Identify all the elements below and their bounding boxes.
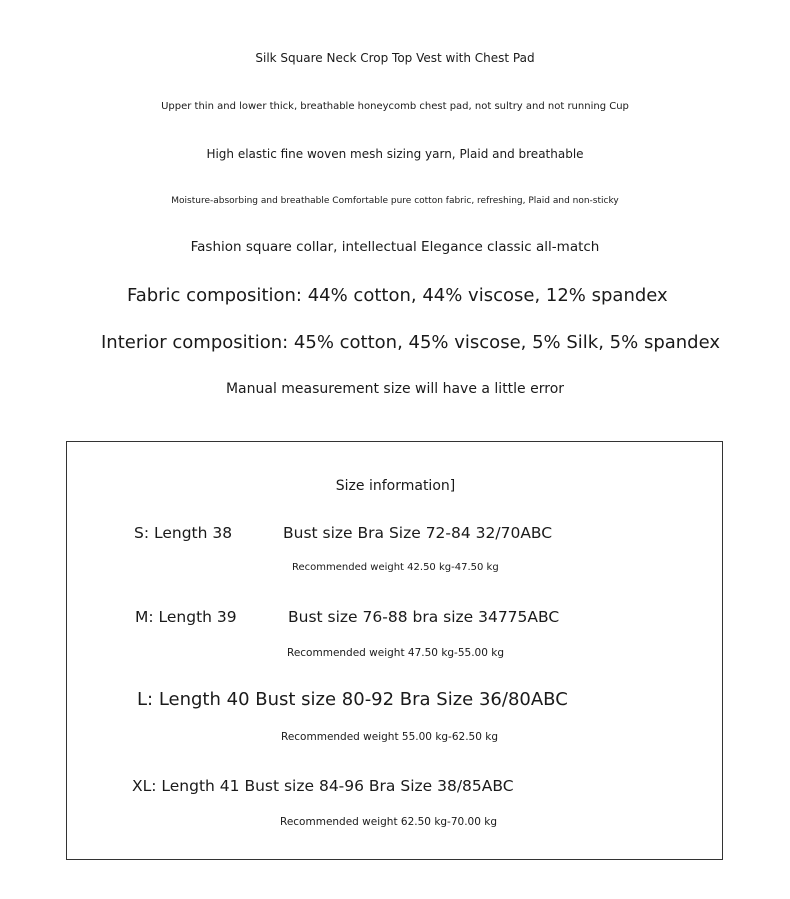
measurement-note: Manual measurement size will have a little error (225, 381, 565, 397)
interior-composition: Interior composition: 45% cotton, 45% viscose, 5% Silk, 5% spandex (101, 332, 721, 353)
size-m-bust: Bust size 76-88 bra size 34775ABC (288, 608, 560, 626)
size-l-details: L: Length 40 Bust size 80-92 Bra Size 36/80ABC (137, 689, 568, 710)
size-m-recommended-weight: Recommended weight 47.50 kg-55.00 kg (287, 647, 504, 659)
feature-cotton-fabric: Moisture-absorbing and breathable Comfortable pure cotton fabric, refreshing, Plaid and non-sticky (171, 196, 619, 206)
size-information-box (66, 441, 723, 860)
feature-mesh-yarn: High elastic fine woven mesh sizing yarn, Plaid and breathable (206, 147, 584, 161)
size-m-length: M: Length 39 (135, 608, 237, 626)
feature-chest-pad: Upper thin and lower thick, breathable honeycomb chest pad, not sultry and not running Cup (161, 101, 629, 112)
size-xl-recommended-weight: Recommended weight 62.50 kg-70.00 kg (280, 816, 497, 828)
size-s-bust: Bust size Bra Size 72-84 32/70ABC (283, 524, 553, 542)
size-l-recommended-weight: Recommended weight 55.00 kg-62.50 kg (281, 731, 498, 743)
size-s-length: S: Length 38 (134, 524, 233, 542)
size-xl-details: XL: Length 41 Bust size 84-96 Bra Size 38/85ABC (132, 777, 514, 795)
product-title: Silk Square Neck Crop Top Vest with Chest Pad (255, 51, 535, 65)
fabric-composition: Fabric composition: 44% cotton, 44% viscose, 12% spandex (127, 285, 668, 306)
size-s-recommended-weight: Recommended weight 42.50 kg-47.50 kg (292, 562, 499, 573)
size-info-title: Size information] (335, 478, 456, 494)
feature-square-collar: Fashion square collar, intellectual Elegance classic all-match (190, 239, 600, 255)
